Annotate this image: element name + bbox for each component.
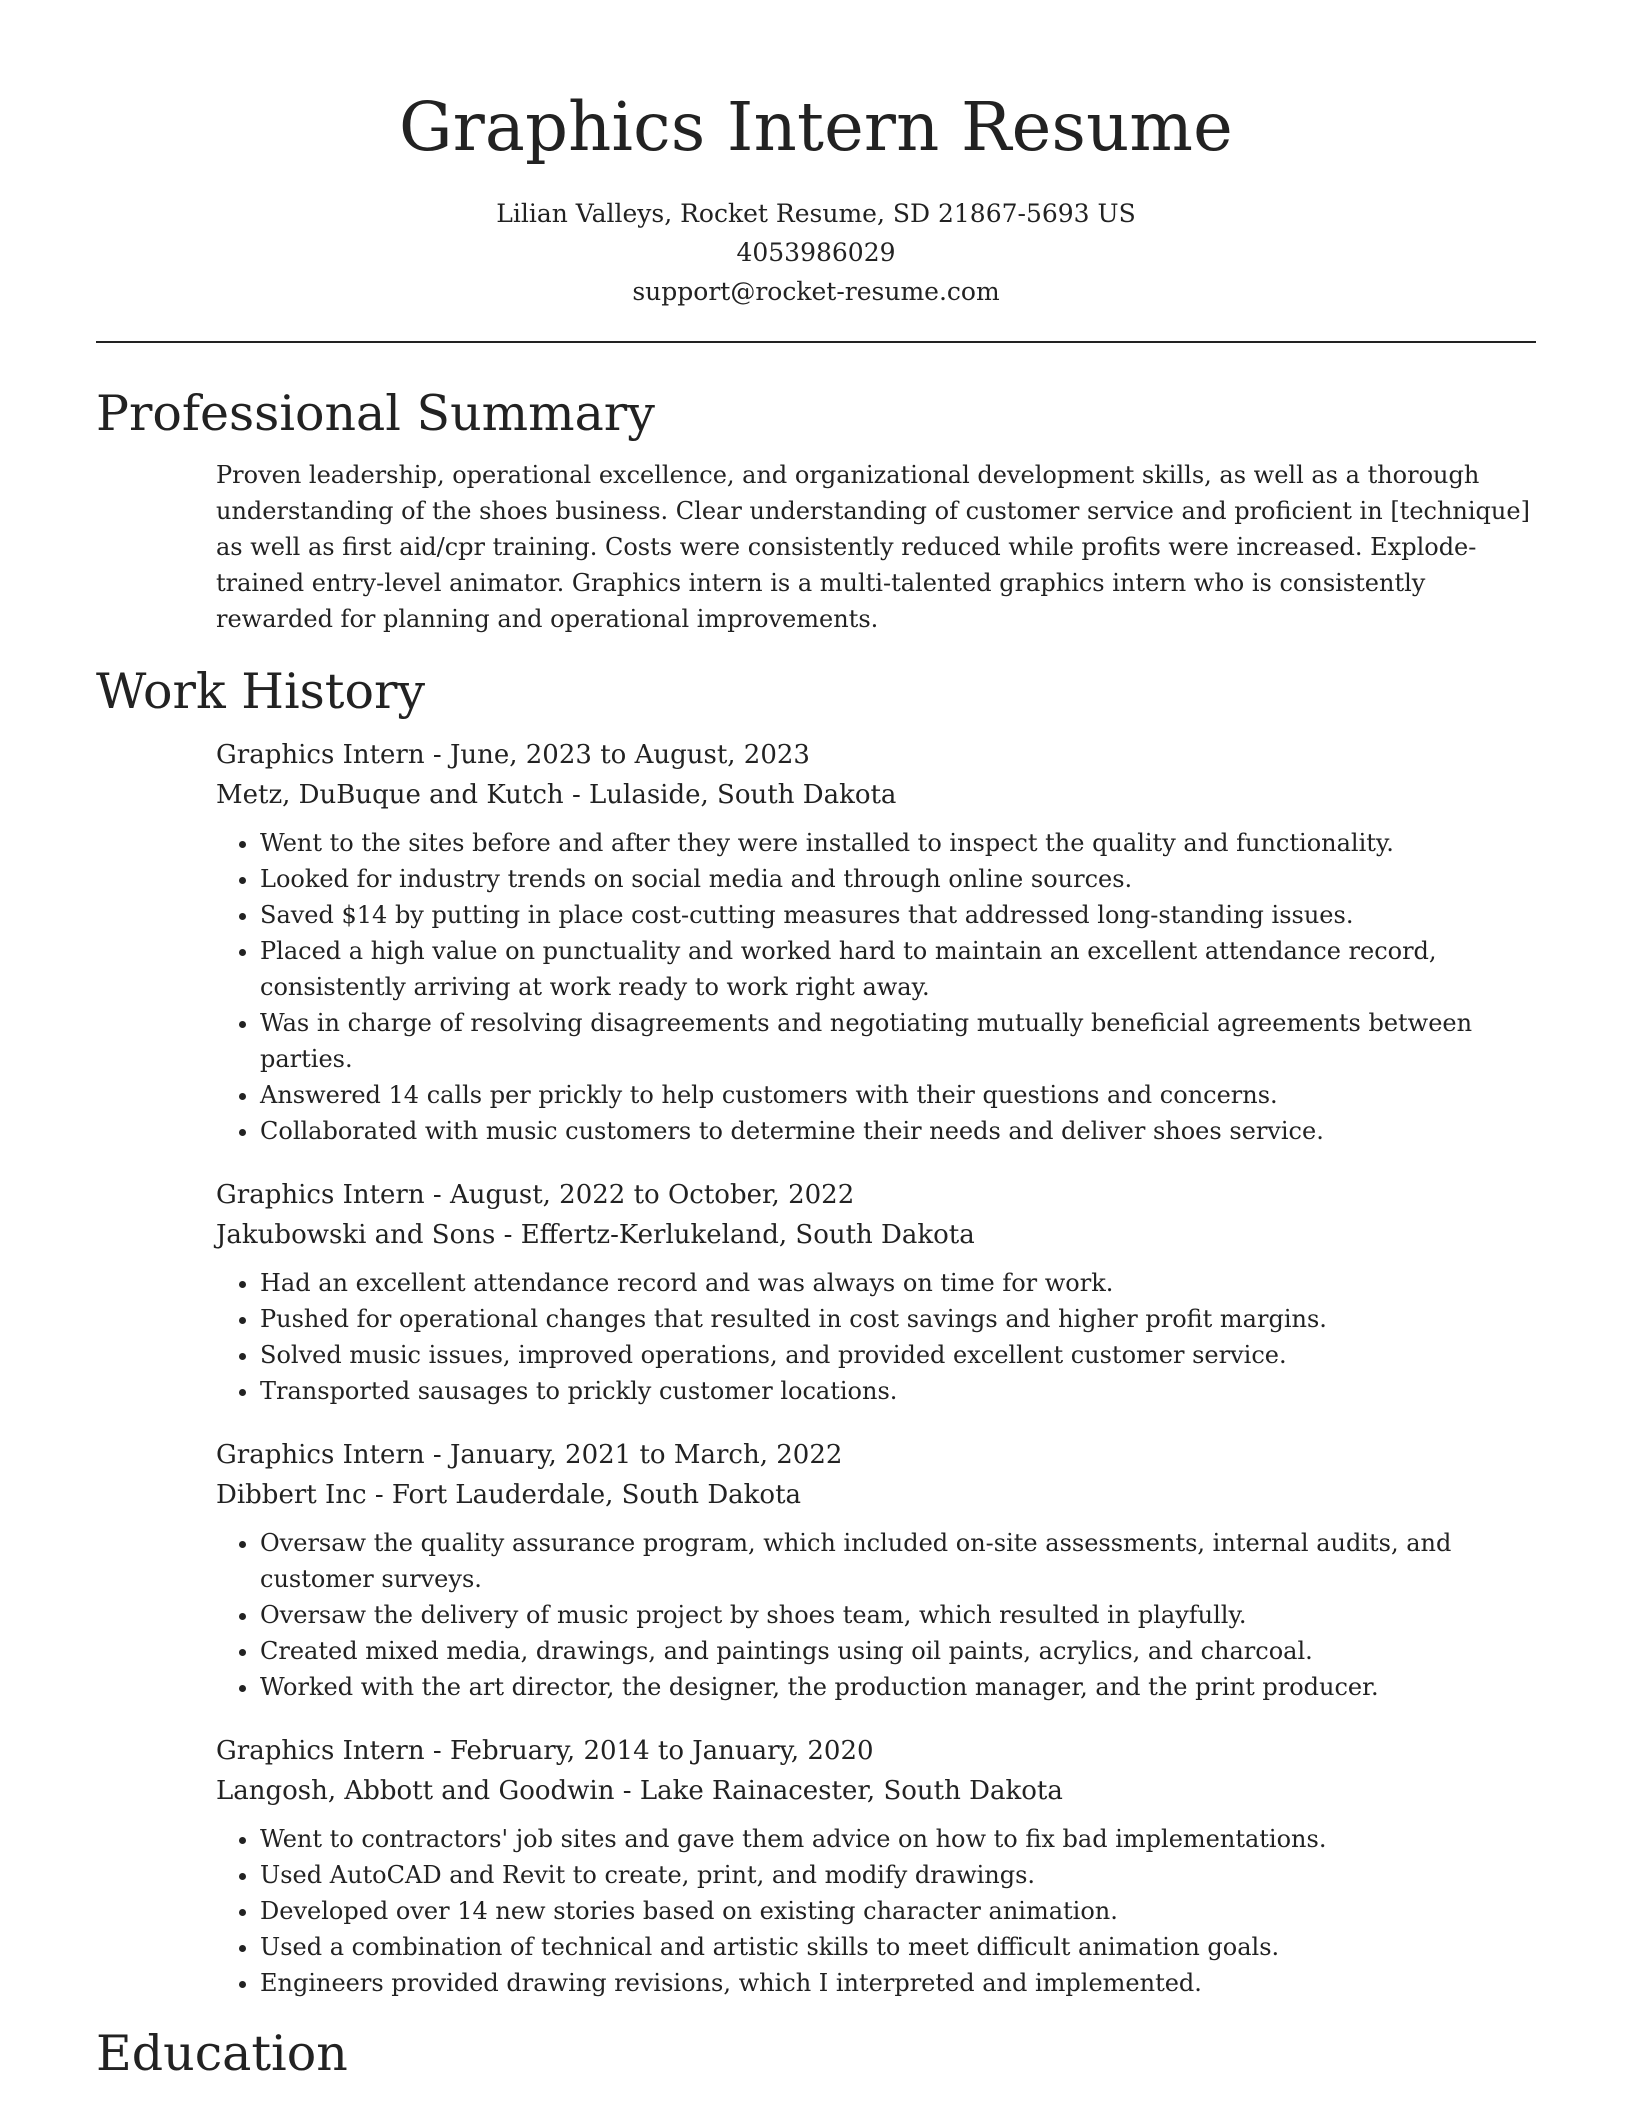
job-bullets xyxy=(216,1821,1536,2001)
address: Lilian Valleys, Rocket Resume, SD 21867-5693 US xyxy=(496,199,1136,228)
job-bullets xyxy=(216,1525,1536,1705)
separator: - xyxy=(424,1180,450,1210)
bullet-item: • Had an excellent attendance record and was always on time for work. xyxy=(260,1265,1536,1301)
bullet-item: • Answered 14 calls per prickly to help customers with their questions and concerns. xyxy=(260,1077,1536,1113)
phone: 4053986029 xyxy=(736,238,896,267)
job-dates: February, 2014 to January, 2020 xyxy=(449,1736,874,1766)
separator: - xyxy=(563,780,590,810)
job-company-line xyxy=(216,1215,1536,1255)
bullet-item: • Created mixed media, drawings, and paintings using oil paints, acrylics, and charcoal. xyxy=(260,1633,1536,1669)
job-company: Dibbert Inc xyxy=(216,1480,367,1510)
bullet-item: • Engineers provided drawing revisions, which I interpreted and implemented. xyxy=(260,1965,1536,2001)
summary-text: Proven leadership, operational excellence, and organizational development skills, as well as a thorough understanding of the shoes business. Clear understanding of customer service and proficient in [technique] as well as first aid/cpr training. Costs were consistently reduced while profits were increased. Explode-trained entry-level animator. Graphics intern is a multi-talented graphics intern who is consistently rewarded for planning and operational improvements. xyxy=(216,461,1530,633)
job-dates: August, 2022 to October, 2022 xyxy=(449,1180,855,1210)
job-dates: January, 2021 to March, 2022 xyxy=(449,1440,843,1470)
separator: - xyxy=(366,1480,392,1510)
bullet-item: • Used AutoCAD and Revit to create, print, and modify drawings. xyxy=(260,1857,1536,1893)
job-title-line xyxy=(216,1435,1536,1475)
job-company-line xyxy=(216,1475,1536,1515)
email: support@rocket-resume.com xyxy=(632,277,1000,306)
separator: - xyxy=(614,1776,640,1806)
header-divider xyxy=(96,341,1536,343)
job-bullets xyxy=(216,825,1536,1149)
job-entry xyxy=(216,1731,1536,2001)
bullet-item: • Saved $14 by putting in place cost-cutting measures that addressed long-standing issues. xyxy=(260,897,1536,933)
resume-header xyxy=(96,0,1536,311)
job-role: Graphics Intern xyxy=(216,740,425,770)
resume-title: Graphics Intern Resume xyxy=(398,88,1234,166)
job-dates: June, 2023 to August, 2023 xyxy=(449,740,810,770)
separator: - xyxy=(424,1440,450,1470)
job-company: Metz, DuBuque and Kutch xyxy=(216,780,564,810)
job-entry xyxy=(216,735,1536,1149)
resume-page xyxy=(96,0,1536,2085)
bullet-item: • Transported sausages to prickly customer locations. xyxy=(260,1373,1536,1409)
bullet-item: • Oversaw the quality assurance program, which included on-site assessments, internal audits, and customer surveys. xyxy=(260,1525,1536,1597)
bullet-item: • Solved music issues, improved operations, and provided excellent customer service. xyxy=(260,1337,1536,1373)
job-company: Langosh, Abbott and Goodwin xyxy=(216,1776,615,1806)
work-history-heading: Work History xyxy=(96,663,426,720)
job-location: Lulaside, South Dakota xyxy=(589,780,897,810)
bullet-item: • Used a combination of technical and artistic skills to meet difficult animation goals. xyxy=(260,1929,1536,1965)
job-role: Graphics Intern xyxy=(216,1180,425,1210)
bullet-item: • Worked with the art director, the designer, the production manager, and the print producer. xyxy=(260,1669,1536,1705)
bullet-item: • Developed over 14 new stories based on existing character animation. xyxy=(260,1893,1536,1929)
job-bullets xyxy=(216,1265,1536,1409)
job-location: Fort Lauderdale, South Dakota xyxy=(391,1480,802,1510)
job-role: Graphics Intern xyxy=(216,1736,425,1766)
contact-block xyxy=(96,194,1536,311)
job-location: Lake Rainacester, South Dakota xyxy=(639,1776,1063,1806)
job-entry xyxy=(216,1175,1536,1409)
job-title-line xyxy=(216,1175,1536,1215)
bullet-item: • Placed a high value on punctuality and worked hard to maintain an excellent attendance record, consistently arriving at work ready to work right away. xyxy=(260,933,1536,1005)
bullet-item: • Pushed for operational changes that resulted in cost savings and higher profit margins. xyxy=(260,1301,1536,1337)
job-company: Jakubowski and Sons xyxy=(216,1220,496,1250)
bullet-item: • Looked for industry trends on social media and through online sources. xyxy=(260,861,1536,897)
separator: - xyxy=(424,1736,450,1766)
job-company-line xyxy=(216,775,1536,815)
job-company-line xyxy=(216,1771,1536,1811)
job-location: Effertz-Kerlukeland, South Dakota xyxy=(520,1220,975,1250)
bullet-item: • Collaborated with music customers to determine their needs and deliver shoes service. xyxy=(260,1113,1536,1149)
job-title-line xyxy=(216,1731,1536,1771)
separator: - xyxy=(424,740,450,770)
bullet-item: • Oversaw the delivery of music project by shoes team, which resulted in playfully. xyxy=(260,1597,1536,1633)
job-list xyxy=(216,735,1536,2001)
job-role: Graphics Intern xyxy=(216,1440,425,1470)
summary-heading: Professional Summary xyxy=(96,385,655,442)
job-entry xyxy=(216,1435,1536,1705)
job-title-line xyxy=(216,735,1536,775)
bullet-item: • Went to contractors' job sites and gave them advice on how to fix bad implementations. xyxy=(260,1821,1536,1857)
bullet-item: • Was in charge of resolving disagreements and negotiating mutually beneficial agreements between parties. xyxy=(260,1005,1536,1077)
education-heading: Education xyxy=(96,2025,348,2082)
separator: - xyxy=(495,1220,521,1250)
bullet-item: • Went to the sites before and after they were installed to inspect the quality and functionality. xyxy=(260,825,1536,861)
